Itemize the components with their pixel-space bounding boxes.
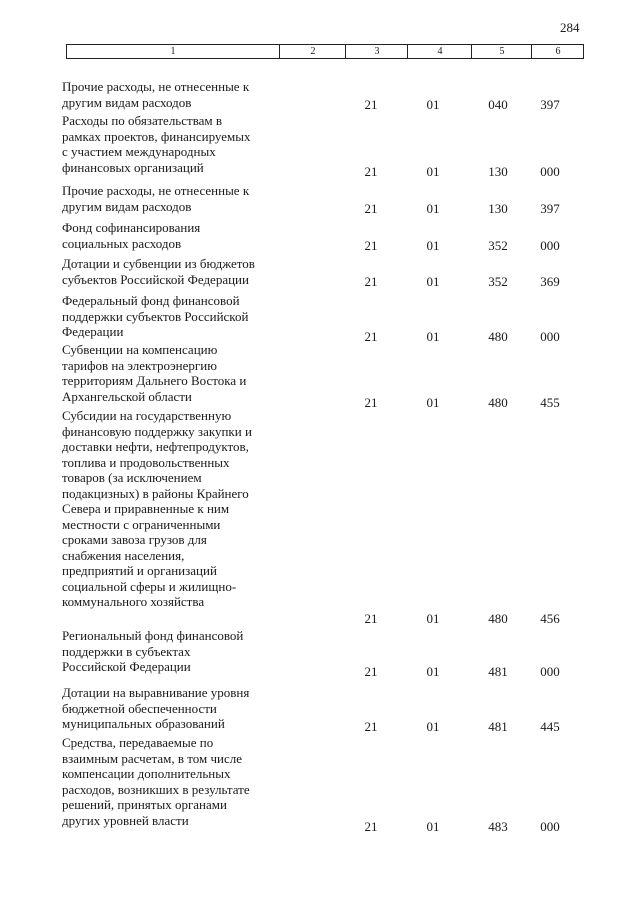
code-col-2: 21 [364, 97, 378, 112]
row-description: Прочие расходы, не отнесенные к другим видам расходов [62, 79, 250, 110]
code-col-2: 21 [364, 238, 378, 253]
code-col-3: 01 [426, 611, 440, 626]
code-col-4: 352 [488, 238, 508, 253]
column-header-5: 5 [471, 45, 532, 58]
column-header-1: 1 [170, 46, 176, 57]
code-col-4: 481 [488, 664, 508, 679]
code-col-4: 040 [488, 97, 508, 112]
code-col-5: 456 [540, 611, 560, 626]
column-header-2: 2 [279, 45, 346, 58]
row-description: Дотации на выравнивание уровня бюджетной обеспеченности муниципальных образований [62, 685, 250, 731]
code-col-3: 01 [426, 164, 440, 179]
column-header-4: 4 [407, 45, 472, 58]
code-col-2: 21 [364, 719, 378, 734]
column-header-3: 3 [345, 45, 408, 58]
code-col-4: 480 [488, 611, 508, 626]
code-col-2: 21 [364, 395, 378, 410]
code-col-3: 01 [426, 395, 440, 410]
row-description: Федеральный фонд финансовой поддержки субъектов Российской Федерации [62, 293, 249, 339]
code-col-5: 369 [540, 274, 560, 289]
code-col-5: 397 [540, 201, 560, 216]
code-col-4: 480 [488, 329, 508, 344]
code-col-5: 455 [540, 395, 560, 410]
page-number: 284 [560, 20, 580, 35]
code-col-3: 01 [426, 201, 440, 216]
code-col-2: 21 [364, 201, 378, 216]
code-col-3: 01 [426, 719, 440, 734]
code-col-5: 000 [540, 329, 560, 344]
code-col-2: 21 [364, 819, 378, 834]
row-description: Дотации и субвенции из бюджетов субъектов Российской Федерации [62, 256, 255, 287]
column-header-6: 6 [531, 45, 584, 58]
code-col-5: 445 [540, 719, 560, 734]
code-col-4: 483 [488, 819, 508, 834]
row-description: Средства, передаваемые по взаимным расчетам, в том числе компенсации дополнительных расходов, возникших в результате решений, принятых органами других уровней власти [62, 735, 250, 828]
code-col-4: 130 [488, 164, 508, 179]
code-col-3: 01 [426, 238, 440, 253]
row-description: Расходы по обязательствам в рамках проектов, финансируемых с участием международных финансовых организаций [62, 113, 251, 175]
code-col-5: 000 [540, 664, 560, 679]
code-col-3: 01 [426, 664, 440, 679]
code-col-3: 01 [426, 329, 440, 344]
table-header [66, 44, 584, 59]
code-col-2: 21 [364, 329, 378, 344]
row-description: Прочие расходы, не отнесенные к другим видам расходов [62, 183, 250, 214]
code-col-5: 000 [540, 238, 560, 253]
code-col-4: 130 [488, 201, 508, 216]
code-col-5: 000 [540, 164, 560, 179]
code-col-2: 21 [364, 164, 378, 179]
code-col-3: 01 [426, 274, 440, 289]
code-col-4: 481 [488, 719, 508, 734]
row-description: Региональный фонд финансовой поддержки в субъектах Российской Федерации [62, 628, 244, 674]
code-col-3: 01 [426, 97, 440, 112]
row-description: Субвенции на компенсацию тарифов на электроэнергию территориям Дальнего Востока и Архангельской области [62, 342, 247, 404]
code-col-2: 21 [364, 274, 378, 289]
code-col-3: 01 [426, 819, 440, 834]
code-col-4: 480 [488, 395, 508, 410]
code-col-5: 397 [540, 97, 560, 112]
code-col-2: 21 [364, 664, 378, 679]
code-col-4: 352 [488, 274, 508, 289]
code-col-5: 000 [540, 819, 560, 834]
row-description: Фонд софинансирования социальных расходов [62, 220, 201, 251]
row-description: Субсидии на государственную финансовую поддержку закупки и доставки нефти, нефтепродуктов, топлива и продовольственных товаров (за исключением подакцизных) в районы Крайнего Севера и приравненные к ним местности с ограниченными сроками завоза грузов для снабжения населения, предприятий и организаций социальной сферы и жилищно- коммунального хозяйства [62, 408, 252, 609]
code-col-2: 21 [364, 611, 378, 626]
